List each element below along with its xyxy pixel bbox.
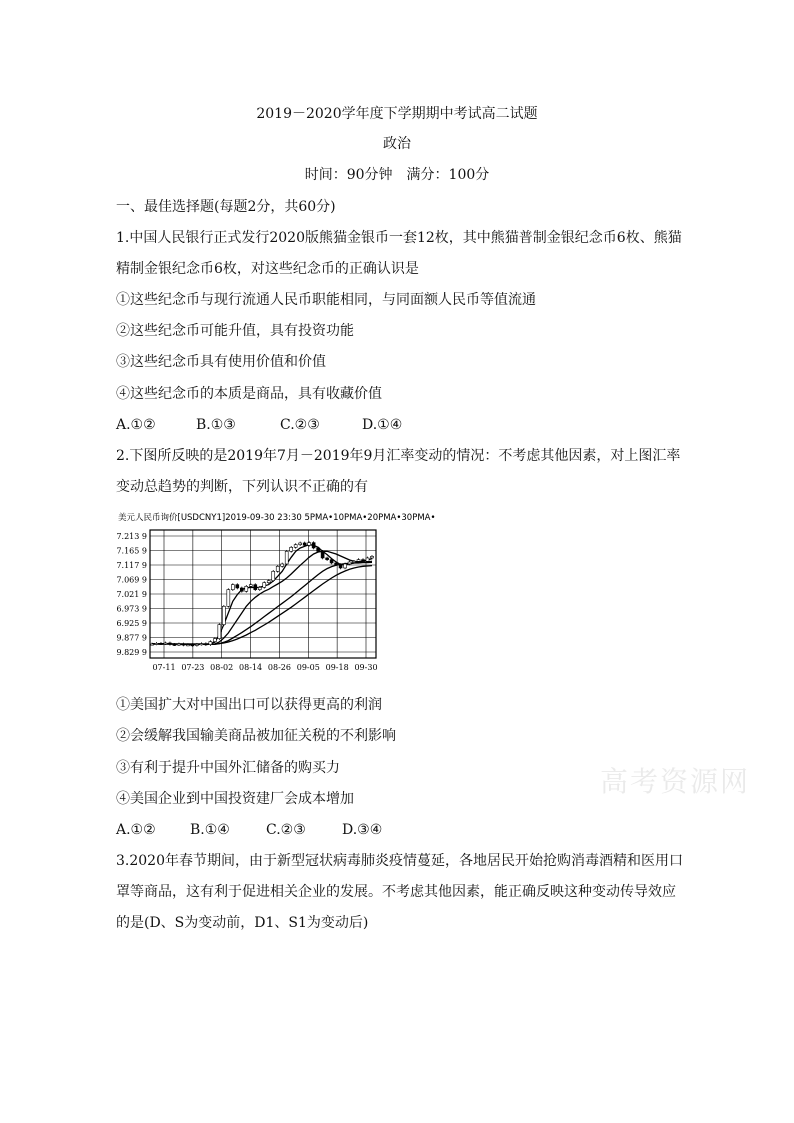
question-1-stem-line2: 精制金银纪念币6枚，对这些纪念币的正确认识是 [116, 261, 419, 277]
y-tick-label: 7.165 9 [116, 546, 147, 556]
y-tick-label: 7.213 9 [116, 532, 147, 541]
candle-body [371, 556, 374, 558]
candle-body [151, 644, 154, 645]
candle-body [285, 551, 288, 564]
x-tick-label: 09-30 [354, 663, 378, 672]
watermark: 高考资源网 [600, 765, 751, 798]
q2-option-b: B.①④ [190, 822, 230, 838]
candle-body [168, 643, 171, 644]
x-tick-label: 07-23 [181, 663, 205, 672]
candle-body [195, 644, 198, 645]
candle-body [209, 642, 212, 645]
candle-body [308, 543, 311, 546]
x-tick-label: 07-11 [152, 663, 176, 672]
q1-option-b: B.①③ [196, 417, 236, 433]
candle-body [236, 585, 239, 588]
y-tick-label: 7.069 9 [116, 575, 147, 585]
candle-body [276, 566, 279, 571]
candle-body [294, 545, 297, 548]
candle-body [321, 551, 324, 558]
q1-option-c: C.②③ [280, 417, 320, 433]
q2-item-1: ①美国扩大对中国出口可以获得更高的利润 [116, 697, 382, 713]
candle-body [213, 639, 216, 642]
candle-body [191, 645, 194, 646]
candle-body [204, 644, 207, 645]
ma-line-20pma [152, 562, 372, 644]
candle-body [357, 560, 360, 562]
candle-body [290, 547, 293, 551]
section-heading: 一、最佳选择题(每题2分，共60分) [116, 199, 336, 215]
candle-body [218, 625, 221, 639]
candle-body [258, 587, 261, 589]
candle-body [186, 645, 189, 646]
question-2-stem-line2: 变动总趋势的判断，下列认识不正确的有 [116, 479, 368, 495]
candle-body [249, 585, 252, 587]
y-tick-label: 6.973 9 [116, 604, 147, 614]
candle-body [245, 586, 248, 591]
candle-body [348, 562, 351, 564]
candle-body [267, 581, 270, 583]
q1-option-d: D.①④ [362, 417, 403, 433]
exchange-rate-chart [116, 508, 436, 680]
candle-body [366, 558, 369, 561]
candle-body [222, 606, 225, 624]
q2-item-3: ③有利于提升中国外汇储备的购买力 [116, 760, 340, 776]
question-3-stem-line2: 罩等商品，这有利于促进相关企业的发展。不考虑其他因素，能正确反映这种变动传导效应 [116, 884, 676, 900]
q1-option-a: A.①② [116, 417, 156, 433]
question-2-stem-line1: 2.下图所反映的是2019年7月－2019年9月汇率变动的情况：不考虑其他因素，对上图汇率 [116, 448, 681, 464]
question-3-stem-line1: 3.2020年春节期间，由于新型冠状病毒肺炎疫情蔓延，各地居民开始抢购消毒酒精和医用口 [116, 853, 683, 869]
candle-body [155, 643, 158, 644]
candle-body [326, 558, 329, 560]
y-tick-label: 6.925 9 [116, 619, 147, 628]
candle-body [272, 571, 275, 580]
candle-body [159, 643, 162, 644]
y-tick-label: 9.877 9 [116, 633, 147, 643]
candle-body [312, 543, 315, 548]
exam-title: 2019－2020学年度下学期期中考试高二试题 [256, 106, 538, 122]
question-3-stem-line3: 的是(D、S为变动前，D1、S1为变动后) [116, 915, 369, 931]
q1-item-2: ②这些纪念币可能升值，具有投资功能 [116, 323, 354, 339]
exam-meta: 时间：90分钟 满分：100分 [304, 167, 490, 183]
chart-title: 美元人民币询价[USDCNY1]2019-09-30 23:30 5PMA•10PMA•20PMA•30PMA• [118, 513, 436, 523]
ma-line-30pma [152, 566, 372, 644]
candle-body [317, 548, 320, 551]
candle-body [263, 583, 266, 588]
q2-item-2: ②会缓解我国输美商品被加征关税的不利影响 [116, 728, 396, 744]
y-tick-label: 7.021 9 [116, 590, 147, 599]
candle-body [182, 644, 185, 645]
q2-item-4: ④美国企业到中国投资建厂会成本增加 [116, 791, 354, 807]
candle-body [335, 563, 338, 565]
q2-option-d: D.③④ [342, 822, 383, 838]
candle-body [164, 643, 167, 644]
q2-option-a: A.①② [116, 822, 156, 838]
candle-body [339, 565, 342, 568]
candle-body [240, 588, 243, 591]
x-tick-label: 08-02 [210, 663, 234, 672]
candle-body [254, 585, 257, 590]
candle-body [227, 590, 230, 607]
q2-option-c: C.②③ [266, 822, 306, 838]
x-tick-label: 09-18 [325, 663, 349, 672]
y-tick-label: 7.117 9 [116, 561, 147, 570]
q1-item-1: ①这些纪念币与现行流通人民币职能相同，与同面额人民币等值流通 [116, 292, 536, 308]
candle-body [173, 644, 176, 645]
ma-line-5pma [152, 545, 372, 645]
candle-body [344, 564, 347, 568]
y-tick-label: 9.829 9 [116, 648, 147, 657]
candle-body [177, 644, 180, 645]
candle-body [362, 560, 365, 562]
q1-item-4: ④这些纪念币的本质是商品，具有收藏价值 [116, 386, 382, 402]
x-tick-label: 09-05 [296, 663, 320, 672]
candle-body [200, 644, 203, 645]
x-tick-label: 08-14 [239, 663, 263, 672]
candle-body [353, 561, 356, 562]
candle-body [330, 560, 333, 563]
question-1-stem-line1: 1.中国人民银行正式发行2020版熊猫金银币一套12枚，其中熊猫普制金银纪念币6枚、熊猫 [116, 230, 682, 246]
candle-body [303, 543, 306, 545]
exchange-rate-chart-svg [116, 508, 436, 680]
candle-body [231, 585, 234, 590]
q1-item-3: ③这些纪念币具有使用价值和价值 [116, 354, 326, 370]
candle-body [299, 543, 302, 545]
x-tick-label: 08-26 [267, 663, 291, 672]
subject-title: 政治 [383, 136, 411, 152]
candle-body [281, 564, 284, 566]
